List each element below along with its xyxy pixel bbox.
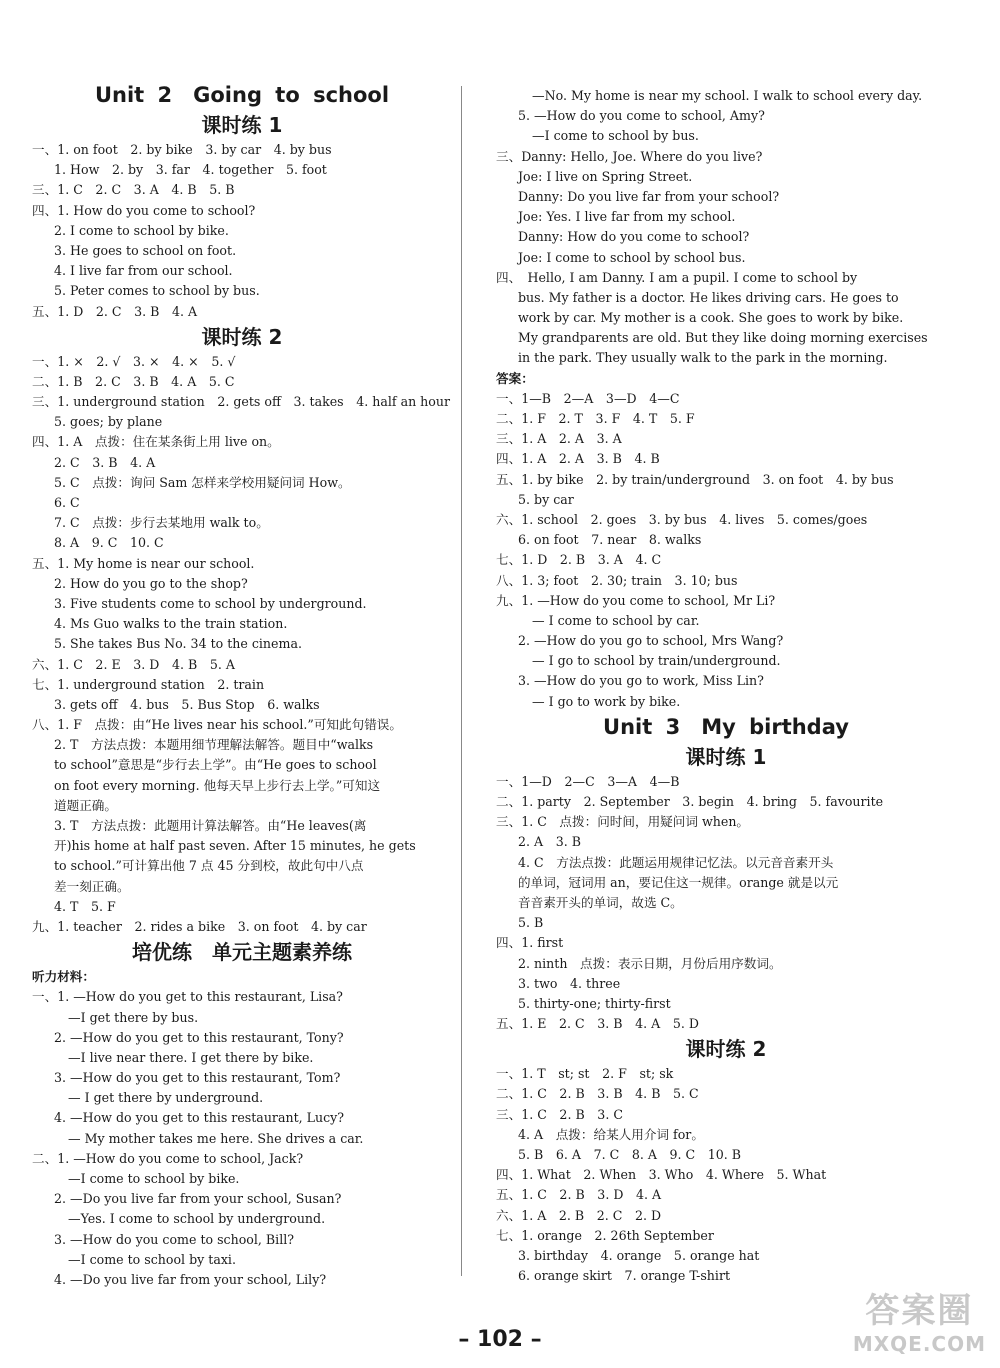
answer-line: — My mother takes me here. She drives a car. — [68, 1130, 364, 1146]
answer-line: 八、1. 3; foot 2. 30; train 3. 10; bus — [496, 572, 738, 588]
lesson-title: 课时练 2 — [685, 1037, 767, 1062]
answer-line: 答案： — [496, 370, 534, 386]
answer-line: 5. B 6. A 7. C 8. A 9. C 10. B — [518, 1147, 742, 1162]
answer-line: 二、1. —How do you come to school, Jack? — [32, 1150, 304, 1166]
answer-line: 4. T 5. F — [54, 898, 116, 914]
answer-line: 三、1. C 2. C 3. A 4. B 5. B — [32, 182, 235, 198]
answer-line: 4. —Do you live far from your school, Lily? — [54, 1271, 327, 1287]
answer-line: My grandparents are old. But they like doing morning exercises — [518, 330, 928, 346]
answer-line: 三、1. A 2. A 3. A — [496, 431, 622, 447]
answer-line: 4. I live far from our school. — [54, 263, 233, 279]
answer-line: —I come to school by bus. — [532, 128, 699, 144]
answer-line: to school.”可计算出他 7 点 45 分到校，故此句中八点 — [54, 858, 364, 874]
answer-line: 三、1. C 点拨：问时间，用疑问词 when。 — [496, 814, 750, 830]
answer-line: 三、1. C 2. B 3. C — [496, 1106, 623, 1122]
answer-line: 3. T 方法点拨：此题用计算法解答。由“He leaves(离 — [54, 818, 367, 833]
answer-line: 2. ninth 点拨：表示日期，月份后用序数词。 — [518, 955, 782, 971]
answer-line: 3. birthday 4. orange 5. orange hat — [518, 1247, 760, 1263]
answer-line: 八、1. F 点拨：由“He lives near his school.”可知此句错误。 — [32, 717, 402, 733]
answer-line: 二、1. B 2. C 3. B 4. A 5. C — [32, 373, 235, 389]
left-column — [32, 80, 452, 1290]
answer-line: 4. C 方法点拨：此题运用规律记忆法。以元音音素开头 — [518, 854, 834, 870]
answer-line: Danny: How do you come to school? — [518, 229, 750, 245]
answer-line: 3. Five students come to school by underground. — [54, 595, 367, 611]
answer-line: 差一刻正确。 — [54, 878, 130, 894]
answer-line: 一、1. —How do you get to this restaurant, Lisa? — [32, 989, 343, 1005]
answer-line: 3. —How do you get to this restaurant, Tom? — [54, 1070, 341, 1086]
answer-line: 一、1—D 2—C 3—A 4—B — [496, 773, 680, 789]
lesson-title: 课时练 1 — [685, 744, 767, 769]
answer-line: — I go to work by bike. — [532, 693, 681, 709]
page-number: – 102 – — [458, 1327, 542, 1352]
answer-line: —I get there by bus. — [68, 1009, 199, 1025]
unit-title: Unit 3 My birthday — [603, 714, 849, 739]
answer-line: —No. My home is near my school. I walk to school every day. — [532, 88, 923, 103]
answer-line: 一、1. on foot 2. by bike 3. by car 4. by bus — [32, 142, 332, 157]
answer-line: 3. gets off 4. bus 5. Bus Stop 6. walks — [54, 696, 320, 712]
answer-line: bus. My father is a doctor. He likes driving cars. He goes to — [518, 289, 899, 305]
answer-line: 1. How 2. by 3. far 4. together 5. foot — [54, 162, 327, 178]
unit-title: Unit 2 Going to school — [94, 83, 390, 107]
answer-line: 四、1. A 2. A 3. B 4. B — [496, 451, 660, 467]
column-divider — [461, 86, 462, 1276]
answer-line: 六、1. A 2. B 2. C 2. D — [496, 1207, 662, 1223]
answer-line: 五、1. D 2. C 3. B 4. A — [32, 303, 198, 319]
answer-line: 4. —How do you get to this restaurant, Lucy? — [54, 1110, 345, 1126]
answer-line: 5. She takes Bus No. 34 to the cinema. — [54, 636, 302, 652]
answer-line: 四、 Hello, I am Danny. I am a pupil. I come to school by — [496, 269, 858, 285]
answer-line: 5. goes; by plane — [54, 414, 163, 430]
answer-line: 6. C — [54, 495, 80, 510]
answer-line: 2. A 3. B — [518, 834, 581, 850]
answer-line: 开)his home at half past seven. After 15 minutes, he gets — [54, 838, 416, 854]
answer-line: 2. —How do you go to school, Mrs Wang? — [518, 633, 784, 649]
watermark-en: MXQE.COM — [852, 1332, 986, 1356]
answer-line: 一、1. × 2. √ 3. × 4. × 5. √ — [32, 353, 236, 369]
lesson-title: 培优练 单元主题素养练 — [132, 940, 352, 965]
answer-line: 一、1. T st; st 2. F st; sk — [496, 1066, 674, 1082]
answer-line: 五、1. E 2. C 3. B 4. A 5. D — [496, 1016, 699, 1032]
answer-line: —I live near there. I get there by bike. — [68, 1049, 314, 1065]
answer-line: 六、1. school 2. goes 3. by bus 4. lives 5. comes/goes — [496, 511, 868, 527]
answer-line: 4. Ms Guo walks to the train station. — [54, 616, 288, 632]
answer-line: 的单词，冠词用 an，要记住这一规律。orange 就是以元 — [518, 874, 839, 890]
answer-line: 一、1—B 2—A 3—D 4—C — [496, 390, 680, 406]
answer-line: 二、1. F 2. T 3. F 4. T 5. F — [496, 411, 695, 426]
answer-line: 九、1. teacher 2. rides a bike 3. on foot 4. by car — [32, 918, 367, 934]
answer-line: Joe: I live on Spring Street. — [518, 168, 693, 184]
answer-line: 九、1. —How do you come to school, Mr Li? — [496, 592, 776, 608]
answer-line: —I come to school by bike. — [68, 1171, 240, 1186]
answer-line: —I come to school by taxi. — [68, 1251, 236, 1267]
watermark-logo — [853, 1283, 986, 1356]
answer-line: 2. I come to school by bike. — [54, 222, 229, 238]
answer-line: 2. —Do you live far from your school, Susan? — [54, 1191, 342, 1207]
answer-line: Joe: I come to school by school bus. — [518, 249, 746, 265]
answer-line: 5. by car — [518, 491, 574, 507]
answer-line: 五、1. by bike 2. by train/underground 3. on foot 4. by bus — [496, 471, 894, 487]
answer-line: 音音素开头的单词，故选 C。 — [518, 894, 683, 910]
watermark-cn: 答案圈 — [865, 1291, 974, 1331]
answer-line: 3. —How do you go to work, Miss Lin? — [518, 673, 764, 689]
answer-line: 8. A 9. C 10. C — [54, 535, 164, 551]
answer-line: 2. T 方法点拨：本题用细节理解法解答。题目中“walks — [54, 737, 374, 753]
answer-line: 3. He goes to school on foot. — [54, 242, 237, 258]
answer-line: 2. C 3. B 4. A — [54, 454, 156, 470]
answer-line: 道题正确。 — [54, 797, 117, 813]
answer-line: work by car. My mother is a cook. She goes to work by bike. — [518, 310, 904, 326]
answer-line: in the park. They usually walk to the park in the morning. — [518, 350, 888, 366]
answer-line: 5. Peter comes to school by bus. — [54, 283, 260, 299]
answer-line: Joe: Yes. I live far from my school. — [518, 209, 736, 225]
answer-line: 五、1. My home is near our school. — [32, 555, 255, 571]
answer-line: 5. —How do you come to school, Amy? — [518, 108, 765, 124]
answer-line: 四、1. first — [496, 935, 564, 951]
answer-line: 3. two 4. three — [518, 975, 621, 991]
answer-line: 4. A 点拨：给某人用介词 for。 — [518, 1126, 704, 1142]
answer-line: 5. thirty-one; thirty-first — [518, 995, 671, 1011]
answer-line: 七、1. underground station 2. train — [32, 676, 265, 692]
answer-line: 5. B — [518, 915, 544, 931]
answer-line: 四、1. A 点拨：住在某条街上用 live on。 — [32, 434, 280, 450]
answer-line: to school”意思是“步行去上学”。由“He goes to school — [54, 757, 377, 773]
answer-line: 5. C 点拨：询问 Sam 怎样来学校用疑问词 How。 — [54, 474, 351, 490]
answer-line: 3. —How do you come to school, Bill? — [54, 1231, 295, 1247]
answer-line: 六、1. C 2. E 3. D 4. B 5. A — [32, 656, 235, 672]
lesson-title: 课时练 1 — [201, 113, 283, 137]
answer-line: — I come to school by car. — [532, 612, 700, 628]
answer-line: on foot every morning. 他每天早上步行去上学。”可知这 — [54, 777, 381, 793]
answer-line: 二、1. C 2. B 3. B 4. B 5. C — [496, 1086, 699, 1102]
lesson-title: 课时练 2 — [201, 324, 283, 349]
answer-line: 三、Danny: Hello, Joe. Where do you live? — [496, 148, 763, 164]
answer-line: 2. How do you go to the shop? — [54, 575, 248, 591]
answer-line: 四、1. What 2. When 3. Who 4. Where 5. What — [496, 1167, 827, 1183]
right-column — [496, 86, 956, 1286]
answer-line: 二、1. party 2. September 3. begin 4. bring 5. favourite — [496, 794, 884, 809]
answer-line: — I go to school by train/underground. — [532, 653, 781, 669]
answer-line: 2. —How do you get to this restaurant, Tony? — [54, 1029, 344, 1045]
answer-line: 七、1. D 2. B 3. A 4. C — [496, 552, 662, 568]
answer-line: 6. orange skirt 7. orange T-shirt — [518, 1268, 731, 1284]
answer-line: —Yes. I come to school by underground. — [68, 1211, 326, 1227]
answer-line: 七、1. orange 2. 26th September — [496, 1227, 714, 1243]
answer-line: 7. C 点拨：步行去某地用 walk to。 — [54, 515, 269, 531]
answer-line: 四、1. How do you come to school? — [32, 202, 256, 218]
answer-line: 6. on foot 7. near 8. walks — [518, 532, 702, 548]
answer-line: Danny: Do you live far from your school? — [518, 188, 780, 204]
answer-line: — I get there by underground. — [68, 1090, 264, 1106]
answer-line: 五、1. C 2. B 3. D 4. A — [496, 1187, 662, 1203]
answer-line: 三、1. underground station 2. gets off 3. takes 4. half an hour — [32, 394, 451, 410]
answer-line: 听力材料： — [32, 969, 95, 985]
